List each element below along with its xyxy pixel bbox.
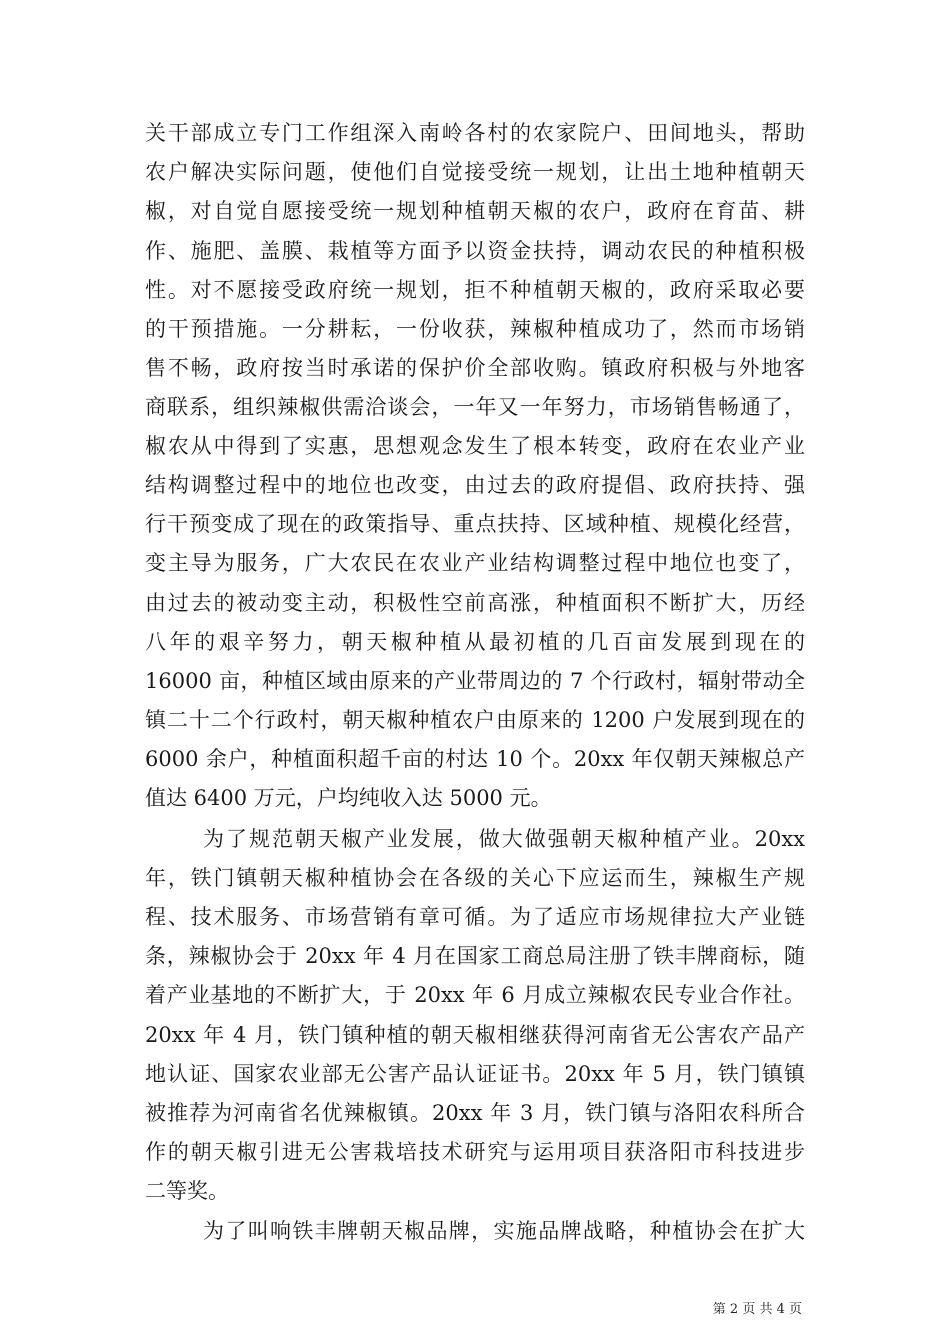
text-line: 变主导为服务，广大农民在农业产业结构调整过程中地位也变了， xyxy=(145,551,805,575)
text-line: 二等奖。 xyxy=(145,1179,229,1203)
text-line: 作的朝天椒引进无公害栽培技术研究与运用项目获洛阳市科技进步 xyxy=(145,1140,805,1164)
text-line: 作、施肥、盖膜、栽植等方面予以资金扶持，调动农民的种植积极 xyxy=(145,239,805,263)
text-line: 性。对不愿接受政府统一规划，拒不种植朝天椒的，政府采取必要 xyxy=(145,278,805,302)
text-line: 20xx 年 4 月，铁门镇种植的朝天椒相继获得河南省无公害农产品产 xyxy=(145,1023,805,1047)
page-number: 第 2 页 共 4 页 xyxy=(712,1302,802,1317)
text-line: 行干预变成了现在的政策指导、重点扶持、区域种植、规模化经营， xyxy=(145,512,805,536)
text-line: 售不畅，政府按当时承诺的保护价全部收购。镇政府积极与外地客 xyxy=(145,356,805,380)
text-line: 农户解决实际问题，使他们自觉接受统一规划，让出土地种植朝天 xyxy=(145,160,805,184)
text-line: 八年的艰辛努力，朝天椒种植从最初植的几百亩发展到现在的 xyxy=(145,630,805,654)
text-line: 商联系，组织辣椒供需洽谈会，一年又一年努力，市场销售畅通了， xyxy=(145,395,805,419)
text-line: 被推荐为河南省名优辣椒镇。20xx 年 3 月，铁门镇与洛阳农科所合 xyxy=(145,1101,805,1125)
text-line: 椒农从中得到了实惠，思想观念发生了根本转变，政府在农业产业 xyxy=(145,434,805,458)
paragraph-first-line: 为了叫响铁丰牌朝天椒品牌，实施品牌战略，种植协会在扩大 xyxy=(203,1219,805,1243)
text-line: 结构调整过程中的地位也改变，由过去的政府提倡、政府扶持、强 xyxy=(145,473,805,497)
text-line: 着产业基地的不断扩大，于 20xx 年 6 月成立辣椒农民专业合作社。 xyxy=(145,983,805,1007)
text-line: 条，辣椒协会于 20xx 年 4 月在国家工商总局注册了铁丰牌商标，随 xyxy=(145,944,805,968)
text-line: 椒，对自觉自愿接受统一规划种植朝天椒的农户，政府在育苗、耕 xyxy=(145,199,805,223)
text-line: 镇二十二个行政村，朝天椒种植农户由原来的 1200 户发展到现在的 xyxy=(145,708,805,732)
text-line: 的干预措施。一分耕耘，一份收获，辣椒种植成功了，然而市场销 xyxy=(145,317,805,341)
paragraph-first-line: 为了规范朝天椒产业发展，做大做强朝天椒种植产业。20xx xyxy=(203,827,805,851)
text-line: 由过去的被动变主动，积极性空前高涨，种植面积不断扩大，历经 xyxy=(145,591,805,615)
text-line: 程、技术服务、市场营销有章可循。为了适应市场规律拉大产业链 xyxy=(145,905,805,929)
text-line: 地认证、国家农业部无公害产品认证证书。20xx 年 5 月，铁门镇镇 xyxy=(145,1062,805,1086)
text-line: 关干部成立专门工作组深入南岭各村的农家院户、田间地头，帮助 xyxy=(145,121,805,145)
text-line: 年，铁门镇朝天椒种植协会在各级的关心下应运而生，辣椒生产规 xyxy=(145,866,805,890)
text-line: 16000 亩，种植区域由原来的产业带周边的 7 个行政村，辐射带动全 xyxy=(145,669,805,693)
text-line: 值达 6400 万元，户均纯收入达 5000 元。 xyxy=(145,786,552,810)
text-line: 6000 余户，种植面积超千亩的村达 10 个。20xx 年仅朝天辣椒总产 xyxy=(145,747,805,771)
